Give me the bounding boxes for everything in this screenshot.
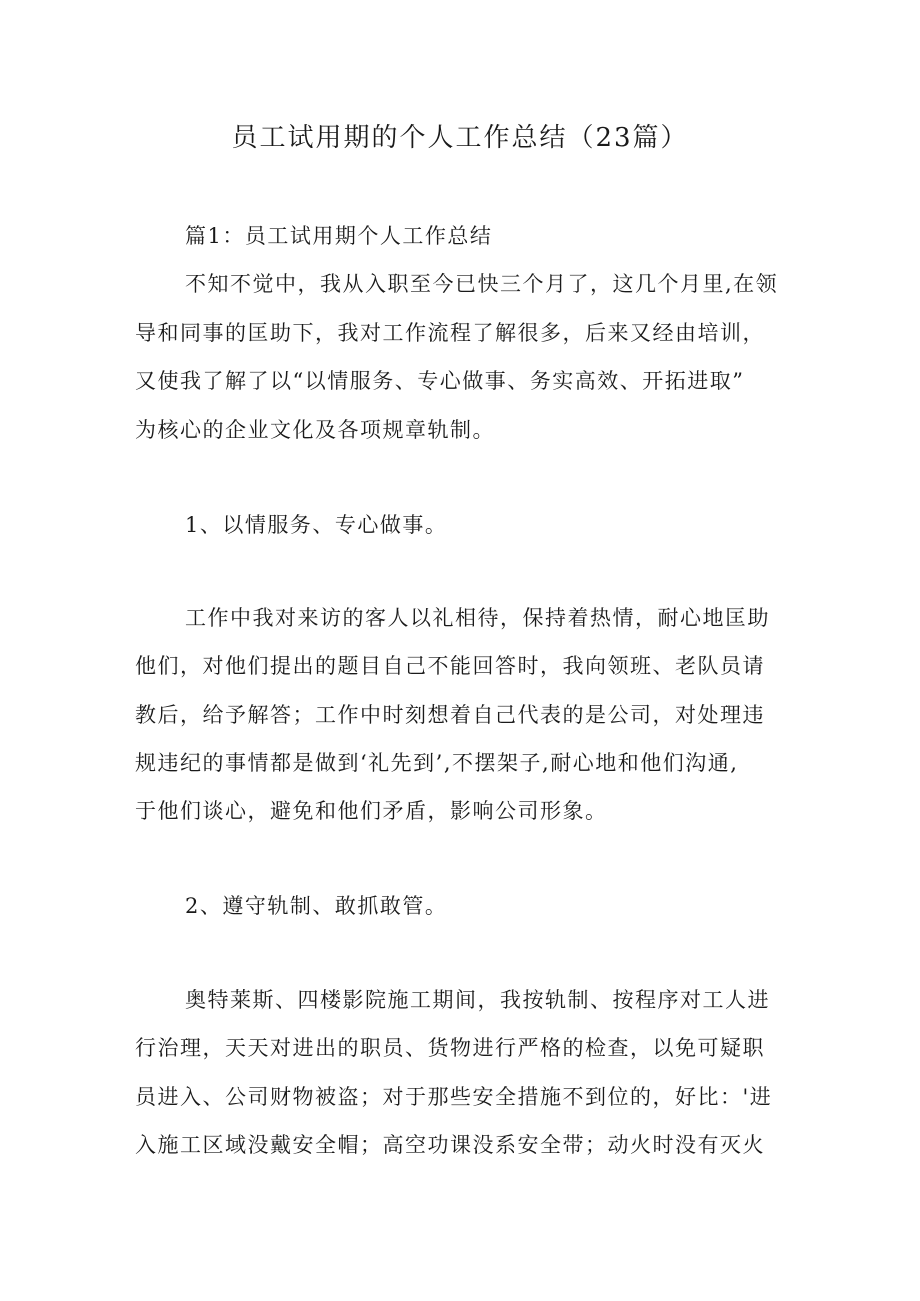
paragraph-line: 工作中我对来访的客人以礼相待，保持着热情，耐心地匡助 (185, 606, 770, 630)
section-2-heading: 2、遵守轨制、敢抓敢管。 (185, 894, 448, 918)
paragraph-line: 教后，给予解答；工作中时刻想着自己代表的是公司，对处理违 (135, 703, 765, 727)
paragraph-line: 于他们谈心，避免和他们矛盾，影响公司形象。 (135, 799, 608, 823)
paragraph-line: 又使我了解了以“以情服务、专心做事、务实高效、开拓进取” (135, 369, 745, 393)
paragraph-line: 规违纪的事情都是做到‘礼先到’,不摆架子,耐心地和他们沟通, (135, 751, 739, 775)
paragraph-line: 行治理，天天对进出的职员、货物进行严格的检查，以免可疑职 (135, 1036, 765, 1060)
paragraph-line: 入施工区域没戴安全帽；高空功课没系安全带；动火时没有灭火 (135, 1133, 765, 1157)
section-1-heading: 1、以情服务、专心做事。 (185, 513, 448, 537)
paragraph-line: 他们，对他们提出的题目自己不能回答时，我向领班、老队员请 (135, 654, 765, 678)
paragraph-line: 员进入、公司财物被盗；对于那些安全措施不到位的，好比：'进 (135, 1085, 773, 1109)
article-heading: 篇1：员工试用期个人工作总结 (185, 224, 493, 248)
paragraph-line: 导和同事的匡助下，我对工作流程了解很多，后来又经由培训， (135, 321, 765, 345)
paragraph-line: 不知不觉中，我从入职至今已快三个月了，这几个月里,在领 (185, 272, 779, 296)
paragraph-line: 奥特莱斯、四楼影院施工期间，我按轨制、按程序对工人进 (185, 988, 770, 1012)
paragraph-line: 为核心的企业文化及各项规章轨制。 (135, 418, 495, 442)
document-title: 员工试用期的个人工作总结（23篇） (231, 123, 689, 153)
